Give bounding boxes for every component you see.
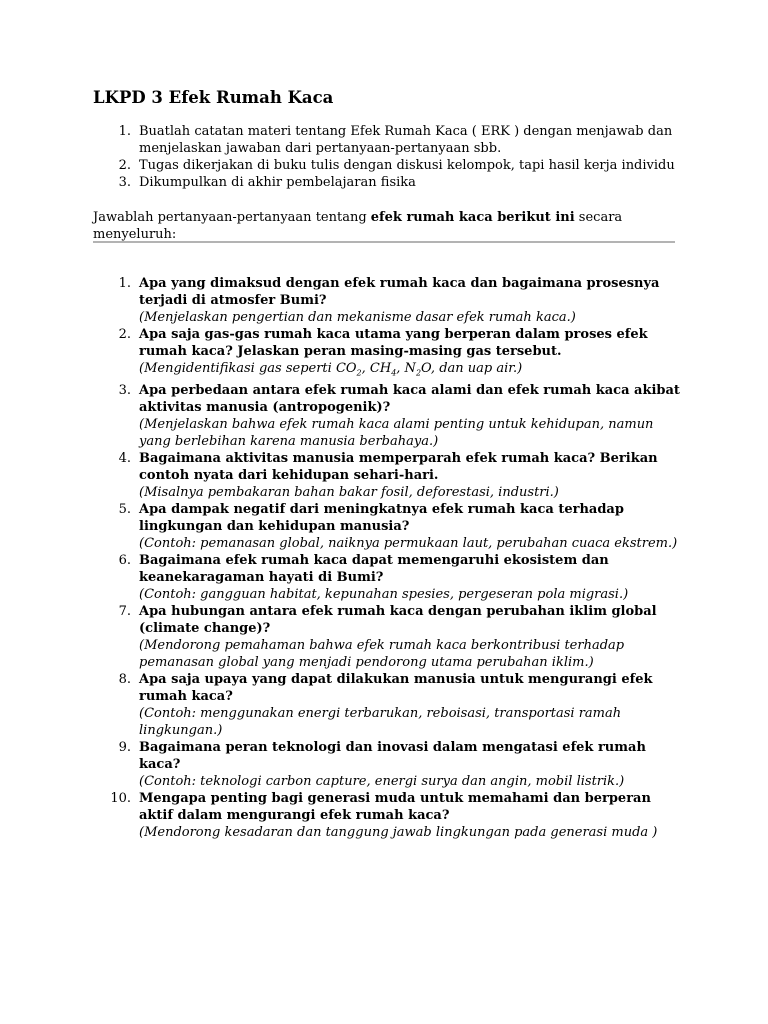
list-number: 6. bbox=[118, 552, 131, 568]
question-hint bbox=[139, 360, 683, 382]
instruction-text: Buatlah catatan materi tentang Efek Rumah Kaca ( ERK ) dengan menjawab dan menjelaskan jawaban dari pertanyaan-pertanyaan sbb. bbox=[139, 124, 673, 156]
subscript: 4 bbox=[391, 368, 397, 378]
question-item bbox=[93, 552, 683, 603]
list-number: 5. bbox=[118, 501, 131, 517]
questions-list bbox=[93, 275, 683, 841]
question-item bbox=[93, 671, 683, 739]
question-text: Apa yang dimaksud dengan efek rumah kaca dan bagaimana prosesnya terjadi di atmosfer Bumi? bbox=[139, 276, 660, 308]
hint-segment: O, dan uap air.) bbox=[421, 361, 523, 376]
list-number: 10. bbox=[110, 790, 131, 806]
hint-segment: (Mengidentifikasi gas seperti CO bbox=[139, 361, 357, 376]
intro-text-before: Jawablah pertanyaan-pertanyaan tentang bbox=[93, 210, 371, 225]
question-item bbox=[93, 450, 683, 501]
list-number: 3. bbox=[118, 175, 131, 190]
list-number: 2. bbox=[118, 158, 131, 173]
instruction-text: Tugas dikerjakan di buku tulis dengan diskusi kelompok, tapi hasil kerja individu bbox=[139, 158, 675, 173]
intro-text-bold: efek rumah kaca berikut ini bbox=[370, 210, 575, 225]
question-item bbox=[93, 501, 683, 552]
question-hint: (Contoh: menggunakan energi terbarukan, reboisasi, transportasi ramah lingkungan.) bbox=[139, 705, 622, 738]
subscript: 2 bbox=[356, 368, 362, 378]
list-number: 2. bbox=[118, 327, 131, 342]
question-hint: (Menjelaskan pengertian dan mekanisme dasar efek rumah kaca.) bbox=[139, 310, 576, 325]
list-number: 1. bbox=[118, 124, 131, 139]
question-item bbox=[93, 275, 683, 326]
question-item bbox=[93, 326, 683, 382]
question-item bbox=[93, 382, 683, 450]
intro-paragraph bbox=[93, 209, 693, 243]
question-text: Apa saja upaya yang dapat dilakukan manusia untuk mengurangi efek rumah kaca? bbox=[139, 671, 653, 704]
list-number: 1. bbox=[118, 276, 131, 291]
instruction-item bbox=[93, 174, 683, 191]
question-hint: (Menjelaskan bahwa efek rumah kaca alami penting untuk kehidupan, namun yang berlebihan karena manusia berbahaya.) bbox=[139, 416, 654, 449]
question-text: Bagaimana aktivitas manusia memperparah efek rumah kaca? Berikan contoh nyata dari kehidupan sehari-hari. bbox=[139, 450, 658, 483]
hint-segment: , N bbox=[396, 361, 416, 376]
question-text: Bagaimana peran teknologi dan inovasi dalam mengatasi efek rumah kaca? bbox=[139, 739, 646, 772]
question-hint: (Misalnya pembakaran bahan bakar fosil, deforestasi, industri.) bbox=[139, 484, 559, 500]
subscript: 2 bbox=[415, 368, 422, 378]
instruction-text: Dikumpulkan di akhir pembelajaran fisika bbox=[139, 175, 416, 190]
question-text: Apa dampak negatif dari meningkatnya efek rumah kaca terhadap lingkungan dan kehidupan manusia? bbox=[139, 501, 624, 534]
list-number: 8. bbox=[118, 671, 131, 687]
question-item bbox=[93, 790, 683, 841]
list-number: 4. bbox=[118, 450, 131, 466]
list-number: 9. bbox=[118, 739, 131, 755]
intro-text-after: secara menyeluruh: bbox=[93, 210, 623, 242]
question-text: Apa hubungan antara efek rumah kaca dengan perubahan iklim global (climate change)? bbox=[139, 603, 657, 636]
question-item bbox=[93, 739, 683, 790]
instruction-item bbox=[93, 123, 683, 157]
list-number: 7. bbox=[118, 603, 131, 619]
question-text: Bagaimana efek rumah kaca dapat memengaruhi ekosistem dan keanekaragaman hayati di Bumi? bbox=[139, 552, 609, 585]
question-text: Mengapa penting bagi generasi muda untuk memahami dan berperan aktif dalam mengurangi efek rumah kaca? bbox=[139, 790, 651, 823]
hint-segment: , CH bbox=[361, 361, 392, 376]
question-hint: (Contoh: pemanasan global, naiknya permukaan laut, perubahan cuaca ekstrem.) bbox=[139, 535, 678, 551]
question-hint: (Contoh: teknologi carbon capture, energi surya dan angin, mobil listrik.) bbox=[139, 773, 625, 789]
horizontal-divider bbox=[93, 241, 675, 243]
instructions-list bbox=[93, 123, 683, 191]
question-text: Apa saja gas-gas rumah kaca utama yang berperan dalam proses efek rumah kaca? Jelaskan peran masing-masing gas tersebut. bbox=[139, 327, 648, 359]
question-hint: (Contoh: gangguan habitat, kepunahan spesies, pergeseran pola migrasi.) bbox=[139, 586, 629, 602]
question-item bbox=[93, 603, 683, 671]
list-number: 3. bbox=[118, 382, 131, 398]
page-title: LKPD 3 Efek Rumah Kaca bbox=[93, 88, 334, 107]
question-text: Apa perbedaan antara efek rumah kaca alami dan efek rumah kaca akibat aktivitas manusia (antropogenik)? bbox=[139, 382, 680, 415]
question-hint: (Mendorong kesadaran dan tanggung jawab lingkungan pada generasi muda ) bbox=[139, 824, 658, 840]
instruction-item bbox=[93, 157, 683, 174]
question-hint: (Mendorong pemahaman bahwa efek rumah kaca berkontribusi terhadap pemanasan global yang menjadi pendorong utama perubahan iklim.) bbox=[139, 637, 625, 670]
